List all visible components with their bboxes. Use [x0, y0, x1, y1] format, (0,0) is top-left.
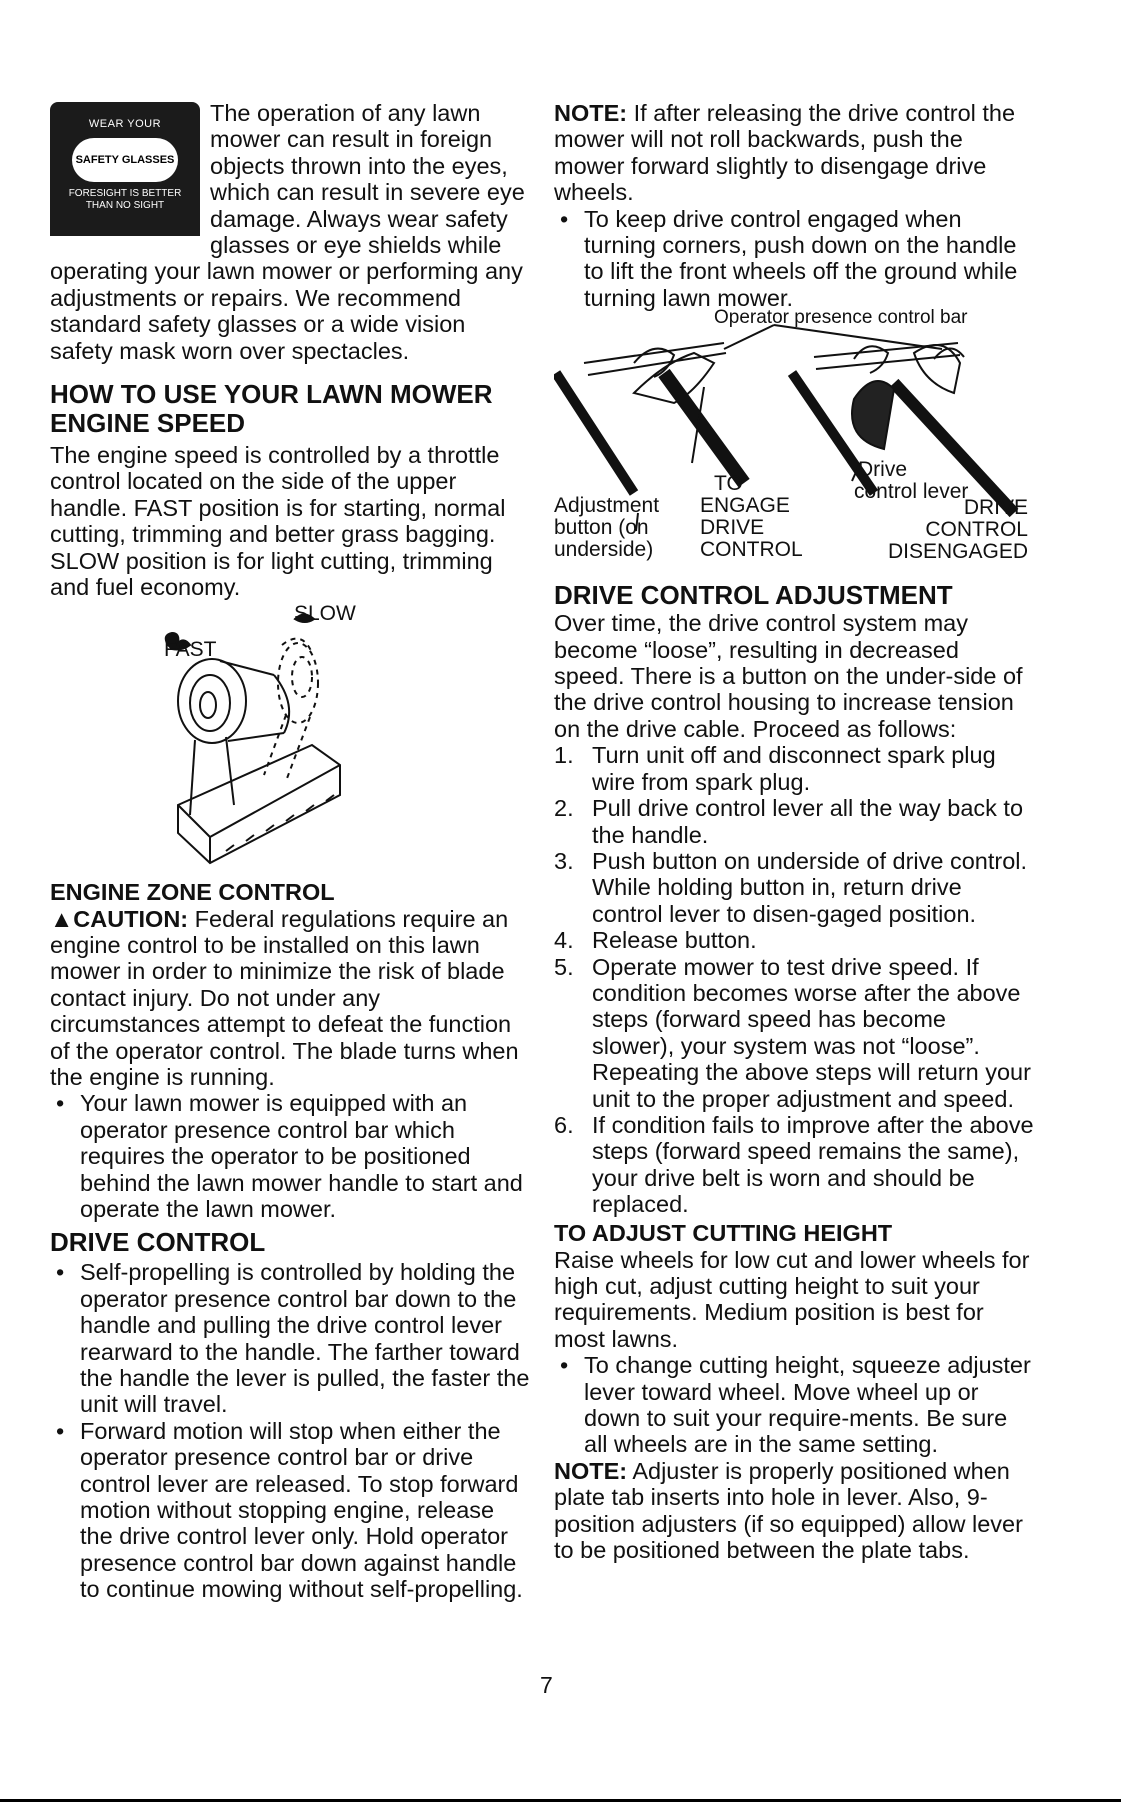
list-item — [554, 954, 1034, 1112]
label-line: ENGAGE — [700, 494, 790, 518]
list-item — [554, 1112, 1034, 1218]
step-number: 1. — [554, 742, 574, 769]
caution-icon: ▲ — [50, 905, 74, 932]
safety-intro: The operation of any lawn mower can result in foreign objects thrown into the eyes, which can result in severe eye damage. Always wear safety glasses or eye shields while operating your lawn mower or performing any adjustments or repairs. We recommend standard safety glasses or a wide vision safety mask worn over spectacles. — [50, 100, 525, 364]
note-paragraph — [554, 100, 1034, 206]
heading-drive-adjustment: DRIVE CONTROL ADJUSTMENT — [554, 580, 953, 611]
list-item: • Forward motion will stop when either the operator presence control bar or drive control lever are released. To stop forward motion without stopping engine, release the drive control lever only. Hold operator presence control bar down against handle to continue mowing without self-propelling. — [50, 1418, 532, 1603]
step-number: 4. — [554, 927, 574, 954]
adjustment-steps — [554, 742, 1034, 1217]
label-line: Adjustment — [554, 494, 660, 518]
slow-label: SLOW — [294, 601, 356, 625]
note2-paragraph — [554, 1458, 1034, 1564]
engage-label — [700, 473, 803, 561]
list-item: • To change cutting height, squeeze adjuster lever toward wheel. Move wheel up or down to suit your require-ments. Be sure all wheels are in the same setting. — [554, 1352, 1034, 1458]
list-item: • Your lawn mower is equipped with an operator presence control bar which requires the operator to be positioned behind the lawn mower handle to start and operate the lawn mower. — [50, 1090, 532, 1222]
caution-label: CAUTION: — [73, 905, 189, 932]
label-line: DISENGAGED — [887, 540, 1028, 564]
note-label: NOTE: — [554, 100, 628, 126]
badge-bottom-line-1: FORESIGHT IS BETTER — [68, 188, 182, 199]
label-line: CONTROL — [700, 538, 803, 562]
cutting-height-bullets — [554, 1352, 1034, 1458]
opc-bar-label: Operator presence control bar — [714, 307, 968, 329]
engine-speed-text: The engine speed is controlled by a throttle control located on the side of the upper handle. FAST position is for starting, normal cutting, trimming and better grass bagging. SLOW position is for light cutting, trimming and fuel economy. — [50, 442, 506, 601]
label-line: TO — [714, 472, 743, 496]
badge-bottom-line-2: THAN NO SIGHT — [85, 200, 165, 211]
step-text: Pull drive control lever all the way back to the handle. — [592, 795, 1024, 848]
caution-text: Federal regulations require an engine control to be installed on this lawn mower in order to minimize the risk of blade contact injury. Do not under any circumstances attempt to defeat the function of the operator control. The blade turns when the engine is running. — [50, 905, 519, 1090]
step-text: Turn unit off and disconnect spark plug wire from spark plug. — [592, 742, 996, 795]
list-item: • To keep drive control engaged when turning corners, push down on the handle to lift the front wheels off the ground while turning lawn mower. — [554, 206, 1034, 312]
step-number: 5. — [554, 953, 574, 980]
step-text: Operate mower to test drive speed. If condition becomes worse after the above steps (forward speed has become slower), your system was not “loose”. Repeating the above steps will return your unit to the proper adjustment and speed. — [592, 953, 1031, 1112]
list-item — [554, 742, 1034, 795]
step-text: Release button. — [592, 927, 757, 954]
step-text: If condition fails to improve after the above steps (forward speed remains the same), your drive belt is worn and should be replaced. — [592, 1111, 1034, 1218]
cutting-height-text: Raise wheels for low cut and lower wheels for high cut, adjust cutting height to suit your requirements. Medium position is best for most lawns. — [554, 1246, 1030, 1352]
heading-engine-speed: ENGINE SPEED — [50, 408, 246, 439]
throttle-illustration — [50, 601, 532, 873]
list-item — [554, 848, 1034, 927]
list-item: • Self-propelling is controlled by holding the operator presence control bar down to the handle and pulling the drive control lever rearward to the handle. The farther toward the handle the lever is pulled, the faster the unit will travel. — [50, 1259, 532, 1417]
step-number: 3. — [554, 847, 574, 874]
label-line: Drive — [858, 458, 908, 482]
left-column — [50, 100, 532, 1603]
caution-paragraph — [50, 906, 532, 1091]
step-number: 2. — [554, 795, 574, 822]
label-line: control lever — [854, 480, 969, 504]
drive-bullets — [50, 1259, 532, 1602]
label-line: CONTROL — [925, 518, 1028, 542]
adjustment-text: Over time, the drive control system may become “loose”, resulting in decreased speed. There is a button on the under-side of the drive control housing to increase tension on the drive cable. Proceed as follows: — [554, 610, 1023, 742]
step-number: 6. — [554, 1111, 574, 1138]
list-item — [554, 795, 1034, 848]
label-line: DRIVE — [700, 516, 765, 540]
note-bullets — [554, 206, 1034, 312]
heading-cutting-height: TO ADJUST CUTTING HEIGHT — [554, 1219, 893, 1246]
list-item — [554, 927, 1034, 953]
heading-engine-zone: ENGINE ZONE CONTROL — [50, 878, 335, 905]
drive-control-figure — [554, 307, 1034, 573]
adjustment-button-label — [554, 495, 659, 561]
label-line: button (on — [554, 516, 649, 540]
safety-glasses-badge — [50, 102, 200, 236]
badge-bottom-text — [50, 188, 200, 212]
right-column — [554, 100, 1034, 1563]
bottom-rule — [0, 1799, 1121, 1802]
note2-text: Adjuster is properly positioned when plate tab inserts into hole in lever. Also, 9-position adjusters (if so equipped) allow lever to be positioned between the plate tabs. — [554, 1457, 1023, 1564]
heading-how-to-use: HOW TO USE YOUR LAWN MOWER — [50, 379, 493, 410]
label-line: DRIVE — [963, 496, 1028, 520]
note-text: If after releasing the drive control the mower will not roll backwards, push the mower forward slightly to disengage drive wheels. — [554, 100, 1016, 206]
note2-label: NOTE: — [554, 1457, 628, 1484]
page-number: 7 — [540, 1672, 553, 1698]
heading-drive-control: DRIVE CONTROL — [50, 1227, 266, 1258]
label-line: underside) — [554, 538, 654, 562]
badge-pill-text: SAFETY GLASSES — [72, 138, 178, 182]
badge-top-text: WEAR YOUR — [88, 118, 162, 130]
zone-bullets — [50, 1090, 532, 1222]
disengaged-label — [852, 497, 1028, 563]
step-text: Push button on underside of drive control. While holding button in, return drive control lever to disen-gaged position. — [592, 847, 1028, 927]
throttle-figure — [50, 601, 532, 873]
fast-label: FAST — [164, 637, 217, 661]
